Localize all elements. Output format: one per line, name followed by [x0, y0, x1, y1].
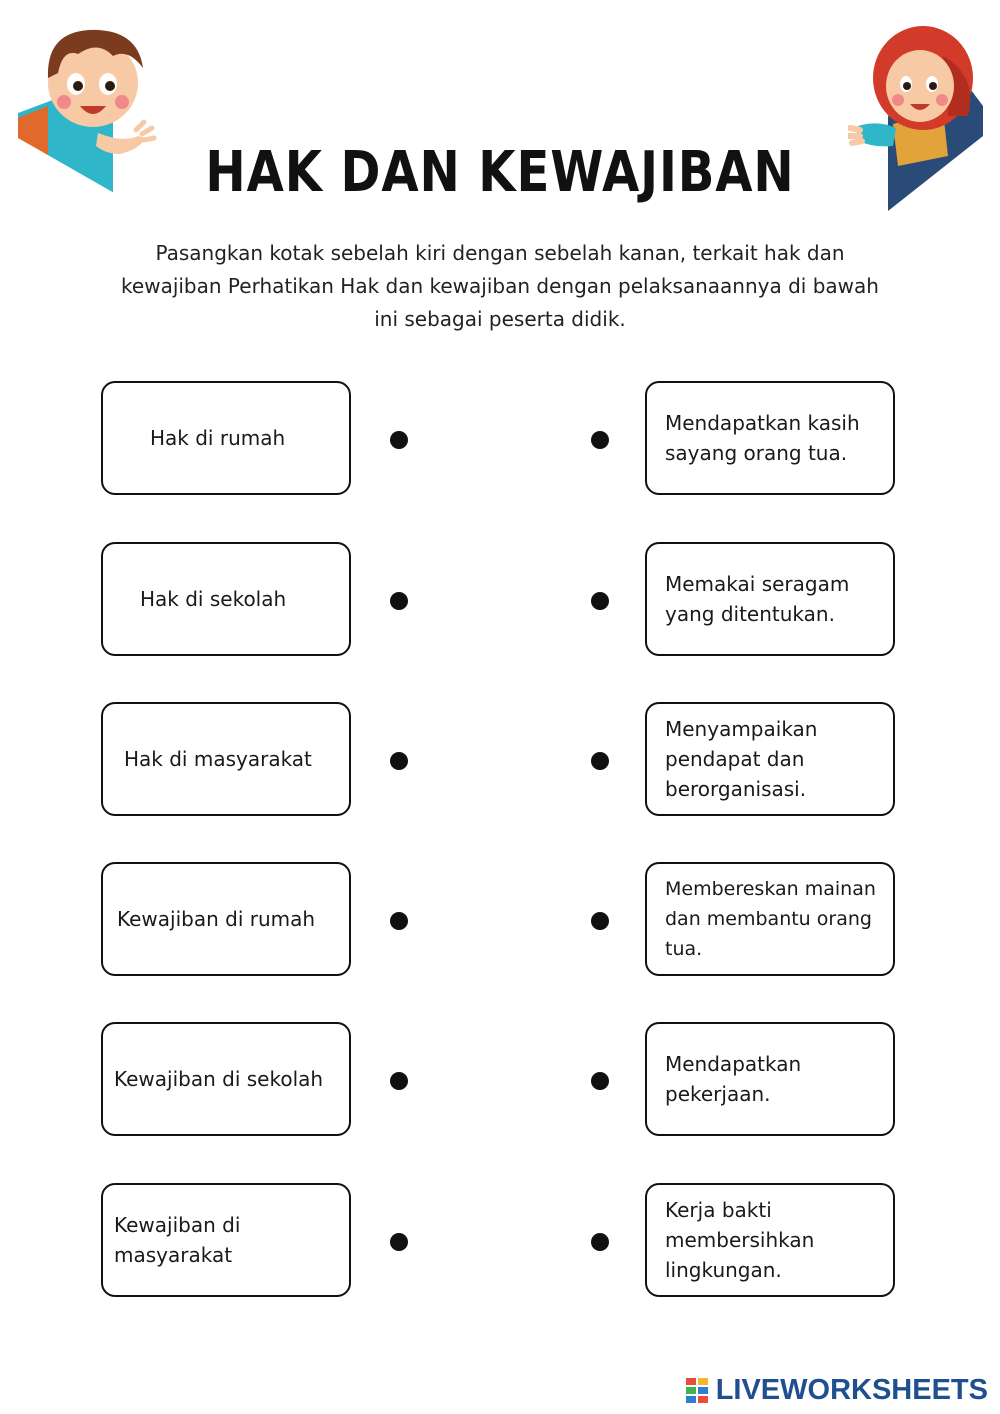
liveworksheets-logo-icon — [686, 1376, 710, 1404]
left-box-label: Kewajiban di masyarakat — [114, 1213, 241, 1267]
right-match-dot[interactable] — [591, 912, 609, 930]
right-box-5[interactable] — [645, 1022, 895, 1136]
right-match-dot[interactable] — [591, 752, 609, 770]
right-box-3[interactable] — [645, 702, 895, 816]
right-box-label: Kerja bakti membersihkan lingkungan. — [665, 1198, 815, 1282]
right-box-6[interactable] — [645, 1183, 895, 1297]
left-box-6[interactable] — [101, 1183, 351, 1297]
footer-brand: LIVEWORKSHEETS — [715, 1373, 988, 1406]
left-box-3[interactable] — [101, 702, 351, 816]
left-box-4[interactable] — [101, 862, 351, 976]
left-match-dot[interactable] — [390, 752, 408, 770]
right-box-4[interactable] — [645, 862, 895, 976]
right-box-label: Membereskan mainan dan membantu orang tua. — [665, 878, 876, 960]
right-box-1[interactable] — [645, 381, 895, 495]
liveworksheets-logo[interactable] — [686, 1372, 988, 1408]
right-match-dot[interactable] — [591, 1233, 609, 1251]
right-box-2[interactable] — [645, 542, 895, 656]
instructions-text: Pasangkan kotak sebelah kiri dengan sebelah kanan, terkait hak dan kewajiban Perhatikan Hak dan kewajiban dengan pelaksanaannya di bawah ini sebagai peserta didik. — [121, 241, 879, 331]
left-match-dot[interactable] — [390, 912, 408, 930]
left-box-2[interactable] — [101, 542, 351, 656]
right-box-label: Menyampaikan pendapat dan berorganisasi. — [665, 717, 818, 801]
right-box-label: Mendapatkan pekerjaan. — [665, 1052, 802, 1106]
page-title: HAK DAN KEWAJIBAN — [205, 140, 795, 205]
right-match-dot[interactable] — [591, 431, 609, 449]
left-box-label: Hak di rumah — [150, 426, 286, 450]
left-box-label: Kewajiban di sekolah — [114, 1067, 324, 1091]
left-match-dot[interactable] — [390, 1072, 408, 1090]
left-match-dot[interactable] — [390, 592, 408, 610]
left-box-label: Hak di masyarakat — [124, 747, 312, 771]
right-match-dot[interactable] — [591, 592, 609, 610]
left-match-dot[interactable] — [390, 431, 408, 449]
left-box-label: Hak di sekolah — [140, 587, 287, 611]
left-match-dot[interactable] — [390, 1233, 408, 1251]
left-box-1[interactable] — [101, 381, 351, 495]
right-box-label: Memakai seragam yang ditentukan. — [665, 572, 850, 626]
right-box-label: Mendapatkan kasih sayang orang tua. — [665, 411, 860, 465]
left-box-label: Kewajiban di rumah — [117, 907, 316, 931]
left-box-5[interactable] — [101, 1022, 351, 1136]
right-match-dot[interactable] — [591, 1072, 609, 1090]
